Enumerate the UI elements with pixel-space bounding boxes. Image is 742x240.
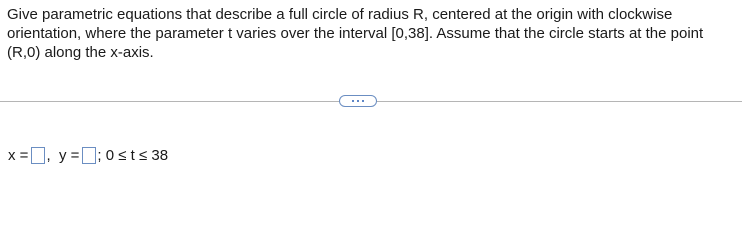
- question-text: Give parametric equations that describe a full circle of radius R, centered at the origin with clockwise orientation, where the parameter t varies over the interval [0,38]. Assume that the circle starts at the point (R,0) along the x-axis.: [7, 6, 704, 61]
- y-answer-input[interactable]: [82, 147, 96, 164]
- ellipsis-icon: [351, 100, 366, 102]
- x-answer-input[interactable]: [31, 147, 45, 164]
- answer-row: [8, 145, 168, 165]
- y-equals-label: , y =: [46, 146, 80, 164]
- x-equals-label: x =: [8, 146, 29, 164]
- t-range-label: ; 0 ≤ t ≤ 38: [97, 146, 169, 164]
- expand-button[interactable]: [339, 95, 377, 107]
